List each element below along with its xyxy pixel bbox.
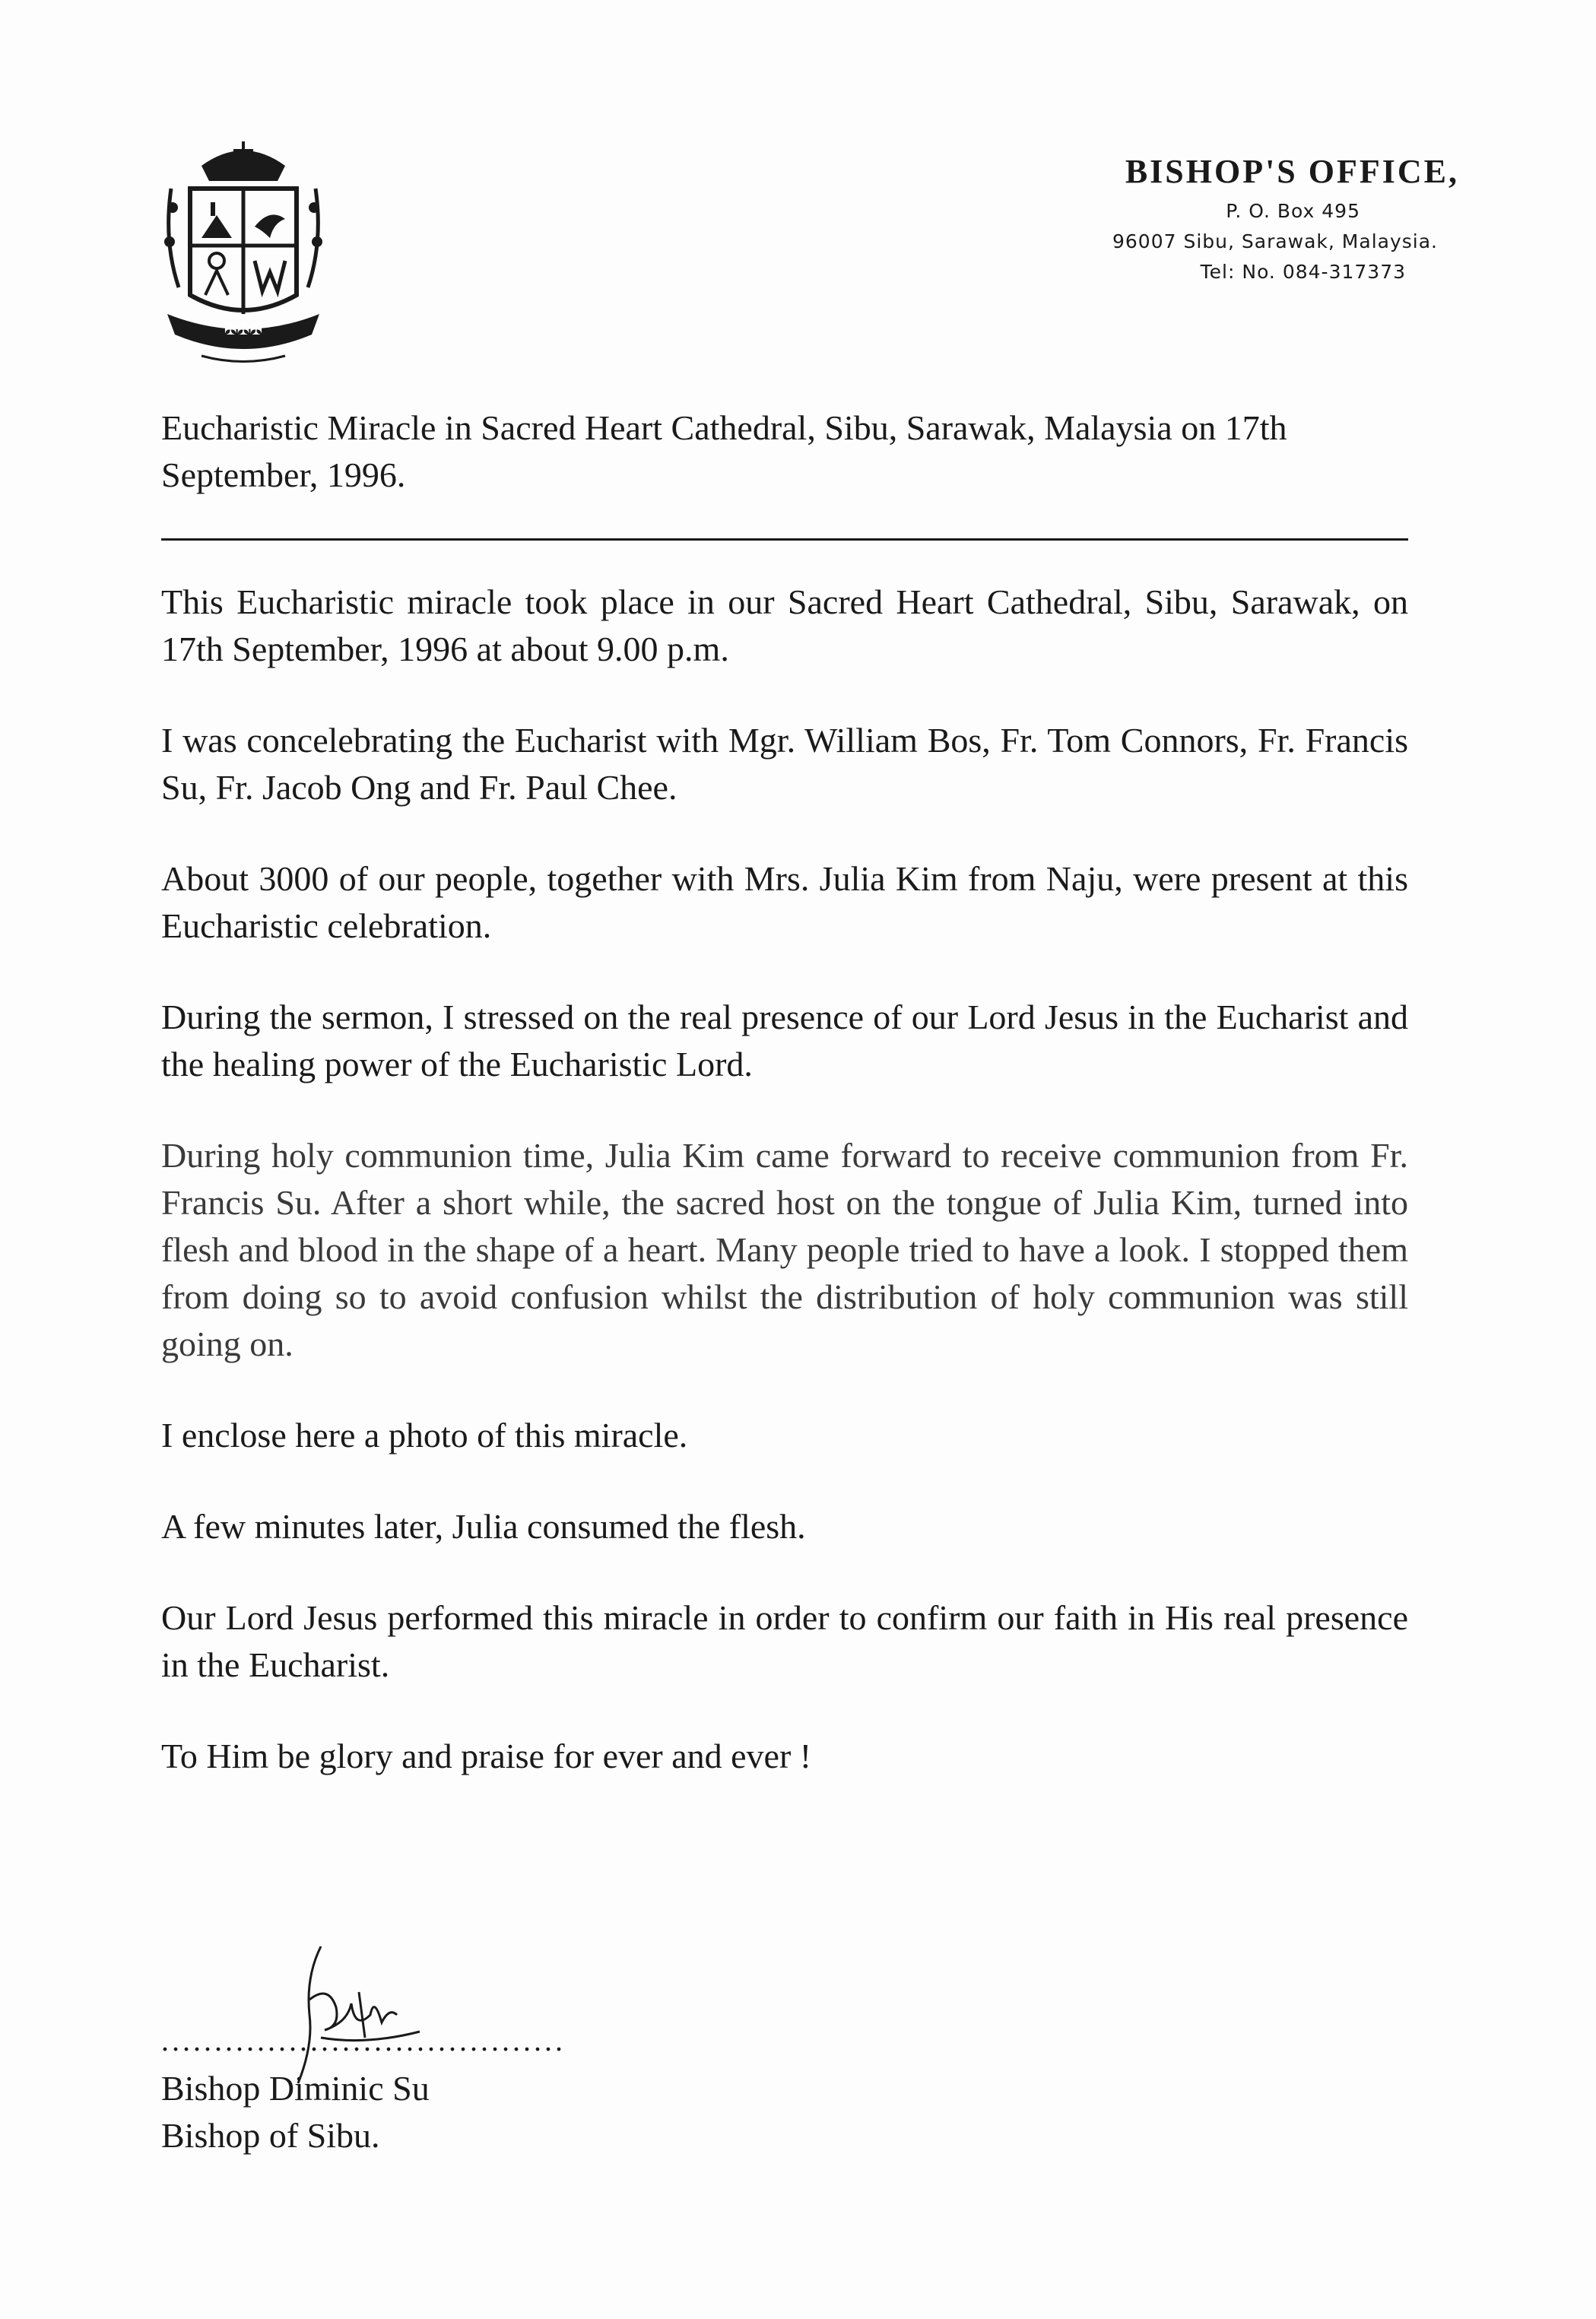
paragraph: During the sermon, I stressed on the real presence of our Lord Jesus in the Eucharist and the healing power of the Eucharistic Lord.	[161, 998, 1408, 1083]
paragraph: This Eucharistic miracle took place in our Sacred Heart Cathedral, Sibu, Sarawak, on 17th September, 1996 at about 9.00 p.m.	[161, 582, 1408, 668]
postal-address: 96007 Sibu, Sarawak, Malaysia.	[1112, 230, 1438, 252]
office-title: BISHOP'S OFFICE,	[1125, 153, 1459, 190]
telephone: Tel: No. 084-317373	[1200, 261, 1406, 283]
signatory-name: Bishop Diminic Su	[161, 2069, 430, 2108]
paragraph: I was concelebrating the Eucharist with Mgr. William Bos, Fr. Tom Connors, Fr. Francis Su, Fr. Jacob Ong and Fr. Paul Chee.	[161, 721, 1408, 807]
po-box: P. O. Box 495	[1226, 200, 1360, 222]
paragraph: About 3000 of our people, together with Mrs. Julia Kim from Naju, were present at this Eucharistic celebration.	[161, 859, 1408, 945]
bishop-coat-of-arms-icon	[148, 135, 338, 371]
paragraph: I enclose here a photo of this miracle.	[161, 1416, 688, 1455]
paragraph: To Him be glory and praise for ever and ever !	[161, 1737, 812, 1775]
paragraph: A few minutes later, Julia consumed the flesh.	[161, 1507, 806, 1546]
letterhead	[927, 152, 1459, 287]
paragraph: During holy communion time, Julia Kim came forward to receive communion from Fr. Francis Su. After a short while, the sacred host on the tongue of Julia Kim, turned into flesh and blood in the shape of a heart. Many people tried to have a look. I stopped them from doing so to avoid confusion whilst the distribution of holy communion was still going on.	[161, 1136, 1408, 1363]
signature-dotted-line: ......................................	[161, 2023, 566, 2057]
divider	[161, 538, 1408, 541]
paragraph: Our Lord Jesus performed this miracle in order to confirm our faith in His real presence in the Eucharist.	[161, 1598, 1408, 1684]
signatory-title: Bishop of Sibu.	[161, 2116, 380, 2155]
signature-block	[161, 1946, 693, 2155]
svg-text:✠✠✠: ✠✠✠	[224, 320, 263, 338]
subject-line: Eucharistic Miracle in Sacred Heart Cathedral, Sibu, Sarawak, Malaysia on 17th September, 1996.	[161, 408, 1287, 494]
letter-body	[161, 404, 1408, 1824]
